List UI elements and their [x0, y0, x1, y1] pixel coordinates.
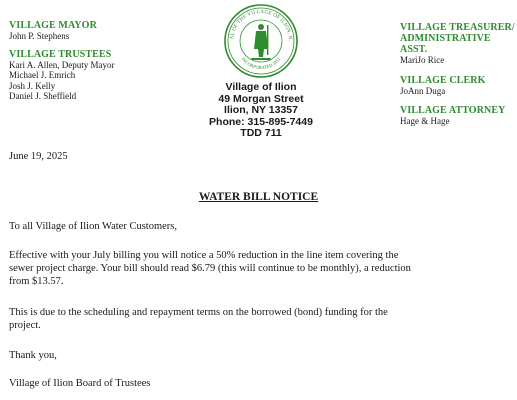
village-street: 49 Morgan Street [218, 92, 304, 105]
trustee-4: Daniel J. Sheffield [9, 91, 77, 101]
clerk-title: VILLAGE CLERK [400, 74, 486, 86]
paragraph-line: This is due to the scheduling and repayment terms on the borrowed (bond) funding for the [9, 307, 388, 318]
village-phone: Phone: 315-895-7449 [209, 115, 313, 128]
treasurer-title-line1: VILLAGE TREASURER/ [400, 22, 515, 33]
trustees-title: VILLAGE TRUSTEES [9, 48, 112, 60]
seal-graphic [223, 3, 299, 79]
trustee-2: Michael J. Emrich [9, 70, 76, 80]
treasurer-name: MariJo Rice [400, 55, 445, 65]
seal-figure-icon [251, 24, 271, 60]
paragraph-line: sewer project charge. Your bill should read $6.79 (this will continue to be monthly), a reduction [9, 263, 411, 274]
seal-bottom-text: INCORPORATED 1852 [240, 56, 282, 71]
paragraph-reduction [9, 249, 514, 288]
letter-signature: Village of Ilion Board of Trustees [9, 378, 151, 389]
letter-closing: Thank you, [9, 350, 57, 361]
paragraph-line: Effective with your July billing you will notice a 50% reduction in the line item covering the [9, 250, 399, 261]
mayor-title: VILLAGE MAYOR [9, 20, 97, 31]
village-address [186, 82, 336, 140]
treasurer-title-line2: ADMINISTRATIVE ASST. [400, 33, 491, 55]
attorney-name: Hage & Hage [400, 116, 450, 126]
trustee-1: Kari A. Allen, Deputy Mayor [9, 59, 115, 70]
clerk-name: JoAnn Duga [400, 85, 446, 96]
letter-greeting: To all Village of Ilion Water Customers, [9, 221, 177, 232]
paragraph-line: from $13.57. [9, 276, 64, 287]
village-name: Village of Ilion [225, 81, 297, 93]
trustee-3: Josh J. Kelly [9, 80, 56, 91]
mayor-name: John P. Stephens [9, 31, 70, 41]
left-letterhead [9, 20, 189, 102]
letter-date: June 19, 2025 [9, 151, 68, 162]
village-tdd: TDD 711 [240, 127, 282, 139]
village-city: Ilion, NY 13357 [224, 104, 298, 116]
village-seal [223, 3, 299, 79]
paragraph-reason [9, 306, 514, 332]
attorney-title: VILLAGE ATTORNEY [400, 105, 506, 116]
right-letterhead [400, 22, 515, 127]
paragraph-line: project. [9, 320, 41, 331]
seal-top-text: AL OF THE VILLAGE OF ILION, N. [228, 8, 294, 42]
letter-title: WATER BILL NOTICE [198, 191, 319, 203]
